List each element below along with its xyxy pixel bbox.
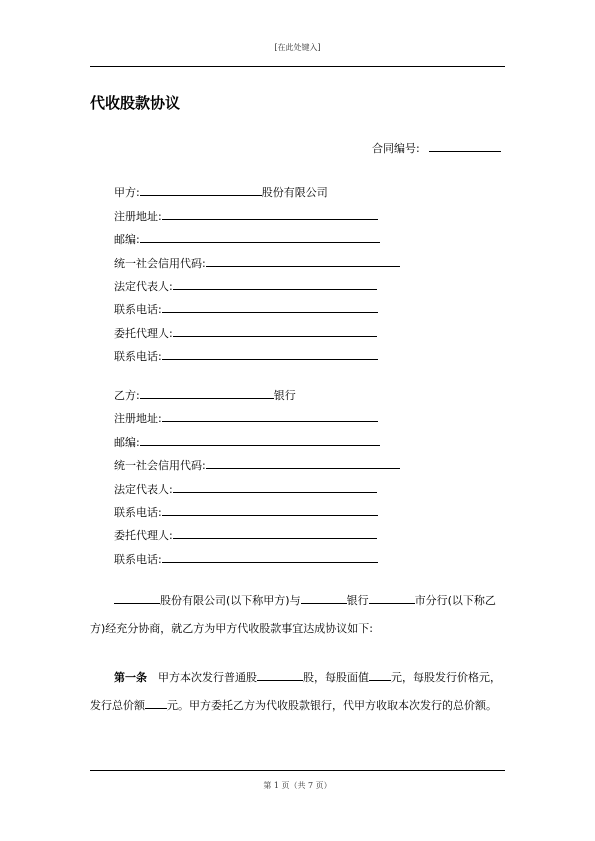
party-a-name-blank (140, 185, 262, 196)
field-label: 邮编: (114, 233, 140, 246)
intro-blank-3 (369, 593, 415, 604)
article-1-heading: 第一条 (114, 671, 147, 684)
party-a-field-phone-2 (114, 348, 378, 364)
party-a-field-credit-code (114, 255, 400, 271)
intro-text-3: 市分行(以下称乙方)经充分协商，就乙方为甲方代收股款事宜达成协议如下: (90, 594, 496, 635)
field-blank (162, 349, 378, 360)
party-b-name-line (114, 387, 296, 403)
field-label: 联系电话: (114, 553, 162, 566)
field-label: 统一社会信用代码: (114, 257, 206, 270)
party-a-field-postcode (114, 231, 380, 247)
field-blank (162, 552, 378, 563)
party-a-field-address (114, 208, 378, 224)
field-blank (162, 411, 378, 422)
page-footer: 第 1 页（共 7 页） (263, 781, 332, 790)
field-label: 委托代理人: (114, 529, 173, 542)
party-b-suffix: 银行 (273, 389, 296, 402)
article-1-paragraph (90, 664, 505, 720)
field-blank (140, 435, 380, 446)
article-1-text-4: 元。甲方委托乙方为代收股款银行，代甲方收取本次发行的总价额。 (167, 699, 497, 712)
intro-text-2: 银行 (346, 594, 369, 607)
intro-text-1: 股份有限公司(以下称甲方)与 (160, 594, 301, 607)
field-blank (173, 326, 377, 337)
page-header: [在此处键入] (274, 43, 321, 52)
field-label: 统一社会信用代码: (114, 459, 206, 472)
article-1-blank-3 (145, 698, 167, 709)
field-blank (173, 279, 377, 290)
party-b-field-postcode (114, 434, 380, 450)
article-1-text-1: 甲方本次发行普通股 (158, 671, 257, 684)
party-a-field-agent (114, 325, 377, 341)
field-blank (206, 256, 400, 267)
party-a-name-line (114, 184, 328, 200)
party-a-field-phone (114, 301, 378, 317)
contract-number (372, 140, 501, 156)
document-title: 代收股款协议 (90, 94, 181, 112)
field-blank (173, 482, 377, 493)
intro-paragraph (90, 587, 505, 643)
party-a-suffix: 股份有限公司 (261, 186, 328, 199)
article-1-text-3: 元，每股发行价格元，发行总价额 (90, 671, 501, 712)
party-b-name-blank (140, 388, 274, 399)
party-a-label: 甲方: (114, 186, 140, 199)
field-label: 委托代理人: (114, 327, 173, 340)
field-blank (206, 458, 400, 469)
contract-number-blank (429, 141, 501, 152)
field-label: 邮编: (114, 436, 140, 449)
article-1-text-2: 股，每股面值 (303, 671, 369, 684)
party-b-field-credit-code (114, 457, 400, 473)
field-label: 联系电话: (114, 303, 162, 316)
footer-rule (90, 770, 505, 771)
intro-blank-2 (301, 593, 347, 604)
intro-blank-1 (114, 593, 160, 604)
field-blank (162, 209, 378, 220)
field-blank (173, 528, 377, 539)
party-b-field-phone-2 (114, 551, 378, 567)
article-1-blank-1 (257, 670, 303, 681)
field-label: 法定代表人: (114, 280, 173, 293)
field-label: 注册地址: (114, 412, 162, 425)
party-b-label: 乙方: (114, 389, 140, 402)
party-b-field-phone (114, 504, 378, 520)
field-label: 联系电话: (114, 506, 162, 519)
field-blank (140, 232, 380, 243)
field-blank (162, 505, 378, 516)
field-blank (162, 302, 378, 313)
party-b-field-legal-rep (114, 481, 377, 497)
article-1-blank-2 (369, 670, 391, 681)
field-label: 联系电话: (114, 350, 162, 363)
field-label: 注册地址: (114, 210, 162, 223)
field-label: 法定代表人: (114, 483, 173, 496)
party-b-field-agent (114, 527, 377, 543)
party-b-field-address (114, 410, 378, 426)
contract-number-label: 合同编号: (372, 142, 420, 155)
party-a-field-legal-rep (114, 278, 377, 294)
header-rule (90, 66, 505, 67)
